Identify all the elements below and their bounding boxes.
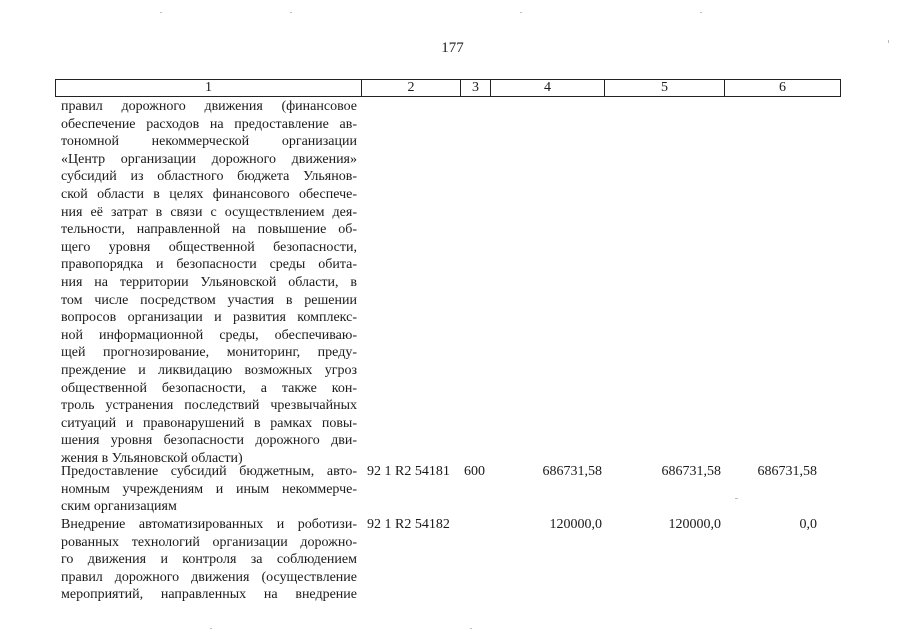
text-line: «Центр организации дорожного движения» — [61, 151, 357, 167]
column-header-3: 3 — [461, 80, 491, 96]
text-line: Внедрение автоматизированных и роботизи- — [61, 517, 357, 532]
scan-speck — [520, 12, 522, 13]
row-subsidies-expense-type: 600 — [464, 464, 485, 479]
text-line: шения уровня безопасности дорожного дви- — [61, 433, 357, 449]
row-automation-text — [61, 516, 357, 604]
scan-speck — [210, 628, 212, 629]
scan-speck — [700, 12, 702, 13]
row-automation-code: 92 1 R2 54182 — [367, 517, 450, 532]
text-line: ской области в целях финансового обеспече- — [61, 186, 357, 202]
text-line: жения в Ульяновской области) — [61, 450, 243, 466]
row-subsidies-code: 92 1 R2 54181 — [367, 464, 450, 479]
table-header-row — [55, 79, 841, 97]
column-header-1: 1 — [56, 80, 362, 96]
text-line: обеспечение расходов на предоставление ав- — [61, 116, 357, 132]
text-line: щей прогнозирование, мониторинг, преду- — [61, 345, 357, 361]
text-line: ния на территории Ульяновской области, в — [61, 274, 357, 290]
scan-speck — [888, 40, 889, 43]
text-line: троль устранения последствий чрезвычайных — [61, 398, 357, 414]
text-line: вопросов организации и развития комплекс- — [61, 310, 357, 326]
row-continuation-text — [61, 98, 357, 467]
text-line: ским организациям — [61, 499, 177, 515]
row-subsidies-value-4: 686731,58 — [542, 464, 602, 479]
page-number: 177 — [441, 40, 464, 56]
text-line: правопорядка и безопасности среды обита- — [61, 257, 357, 273]
text-line: ния её затрат в связи с осуществлением дея- — [61, 204, 357, 220]
scan-speck — [470, 628, 472, 629]
text-line: правил дорожного движения (финансовое — [61, 99, 357, 114]
column-header-5: 5 — [605, 80, 725, 96]
text-line: щего уровня общественной безопасности, — [61, 239, 357, 255]
scan-speck — [290, 12, 292, 13]
text-line: том числе посредством участия в решении — [61, 292, 357, 308]
column-header-4: 4 — [491, 80, 605, 96]
scan-speck — [735, 498, 738, 499]
text-line: правил дорожного движения (осуществление — [61, 569, 357, 585]
row-automation-value-5: 120000,0 — [668, 517, 721, 532]
text-line: тономной некоммерческой организации — [61, 134, 357, 150]
text-line: рованных технологий организации дорожно- — [61, 534, 357, 550]
text-line: мероприятий, направленных на внедрение — [61, 587, 357, 603]
row-automation-value-4: 120000,0 — [549, 517, 602, 532]
text-line: го движения и контроля за соблюдением — [61, 552, 357, 568]
row-subsidies-text — [61, 463, 357, 516]
text-line: Предоставление субсидий бюджетным, авто- — [61, 464, 357, 479]
text-line: общественной безопасности, а также кон- — [61, 380, 357, 396]
scan-speck — [160, 12, 162, 13]
text-line: тельности, направленной на повышение об- — [61, 222, 357, 238]
text-line: преждение и ликвидацию возможных угроз — [61, 362, 357, 378]
row-subsidies-value-6: 686731,58 — [757, 464, 817, 479]
column-header-2: 2 — [362, 80, 461, 96]
text-line: номным учреждениям и иным некоммерче- — [61, 481, 357, 497]
column-header-6: 6 — [779, 80, 786, 95]
text-line: субсидий из областного бюджета Ульянов- — [61, 169, 357, 185]
text-line: ситуаций и правонарушений в рамках повы- — [61, 415, 357, 431]
text-line: ной информационной среды, обеспечиваю- — [61, 327, 357, 343]
row-automation-value-6: 0,0 — [799, 517, 817, 532]
row-subsidies-value-5: 686731,58 — [661, 464, 721, 479]
